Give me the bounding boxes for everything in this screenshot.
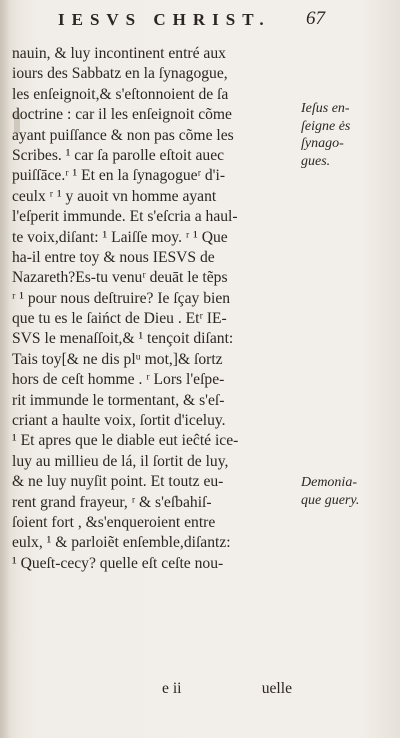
text-line: que tu es le ſaińct de Dieu . Etʳ IE- (12, 310, 227, 328)
text-line: ¹ Et apres que le diable eut ieĉté ice- (12, 432, 239, 450)
margin-note-demoniac (301, 474, 397, 509)
margin-note-line: Ieſus en- (301, 101, 350, 116)
text-line: hors de ceſt homme . ʳ Lors l'eſpe- (12, 371, 225, 389)
text-line: te voix,diſant: ¹ Laiſſe moy. ʳ ¹ Que (12, 228, 228, 246)
margin-note-line: ſynago- (301, 136, 344, 151)
text-line: SVS le menaſſoit,& ¹ tençoit diſant: (12, 330, 234, 348)
running-head: IESVS CHRIST. (58, 10, 271, 29)
margin-note-line: gues. (301, 153, 331, 169)
page-header (38, 8, 358, 34)
text-line: Nazareth?Es-tu venuʳ deuāt le tẽps (12, 269, 228, 287)
text-line: ceulx ʳ ¹ y auoit vn homme ayant (12, 187, 217, 205)
text-line: nauin, & luy incontinent entré aux (12, 45, 226, 62)
margin-note-line: Demonia- (301, 475, 357, 490)
text-line: l'eſperit immunde. Et s'eſcria a haul- (12, 208, 238, 226)
text-line: ſoient fort , &s'enqueroient entre (12, 513, 216, 531)
text-line: ha-il entre toy & nous IESVS de (12, 248, 215, 266)
text-line: puiſſāce.ʳ ¹ Et en la ſynagogueʳ d'i- (12, 167, 226, 185)
text-line: iours des Sabbatz en la ſynagogue, (12, 65, 228, 83)
margin-note-teaching (301, 100, 397, 170)
signature-mark: e ii (162, 680, 182, 697)
text-line: eulx, ¹ & parloiẽt enſemble,diſantz: (12, 534, 231, 552)
text-line: doctrine : car il les enſeignoit cõme (12, 106, 232, 124)
footer-catchwords (162, 680, 292, 698)
text-line: les enſeignoit,& s'eſtonnoient de ſa (12, 85, 229, 103)
text-line: rit immunde le tormentant, & s'eſ- (12, 391, 225, 409)
catchword: uelle (261, 680, 292, 697)
text-line: criant a haulte voix, ſortit d'iceluy. (12, 412, 226, 430)
text-line: luy au millieu de lá, il ſortit de luy, (12, 452, 229, 470)
gutter-shadow (0, 0, 10, 738)
text-line: ʳ ¹ pour nous deſtruire? Ie ſçay bien (12, 289, 231, 307)
text-line: ¹ Queſt-cecy? quelle eſt ceſte nou- (12, 554, 224, 572)
text-line: ayant puiſſance & non pas cõme les (12, 126, 234, 144)
text-line: rent grand frayeur, ʳ & s'eſbahiſ- (12, 493, 212, 511)
text-line: Tais toy[& ne dis plᵘ mot,]& ſortz (12, 350, 223, 368)
text-line: & ne luy nuyſit point. Et toutz eu- (12, 473, 224, 491)
margin-note-line: que guery. (301, 492, 360, 508)
text-line: Scribes. ¹ car ſa parolle eſtoit auec (12, 146, 225, 164)
page-number: 67 (306, 8, 325, 29)
main-text-block (12, 44, 298, 574)
margin-note-line: ſeigne ės (301, 118, 351, 134)
